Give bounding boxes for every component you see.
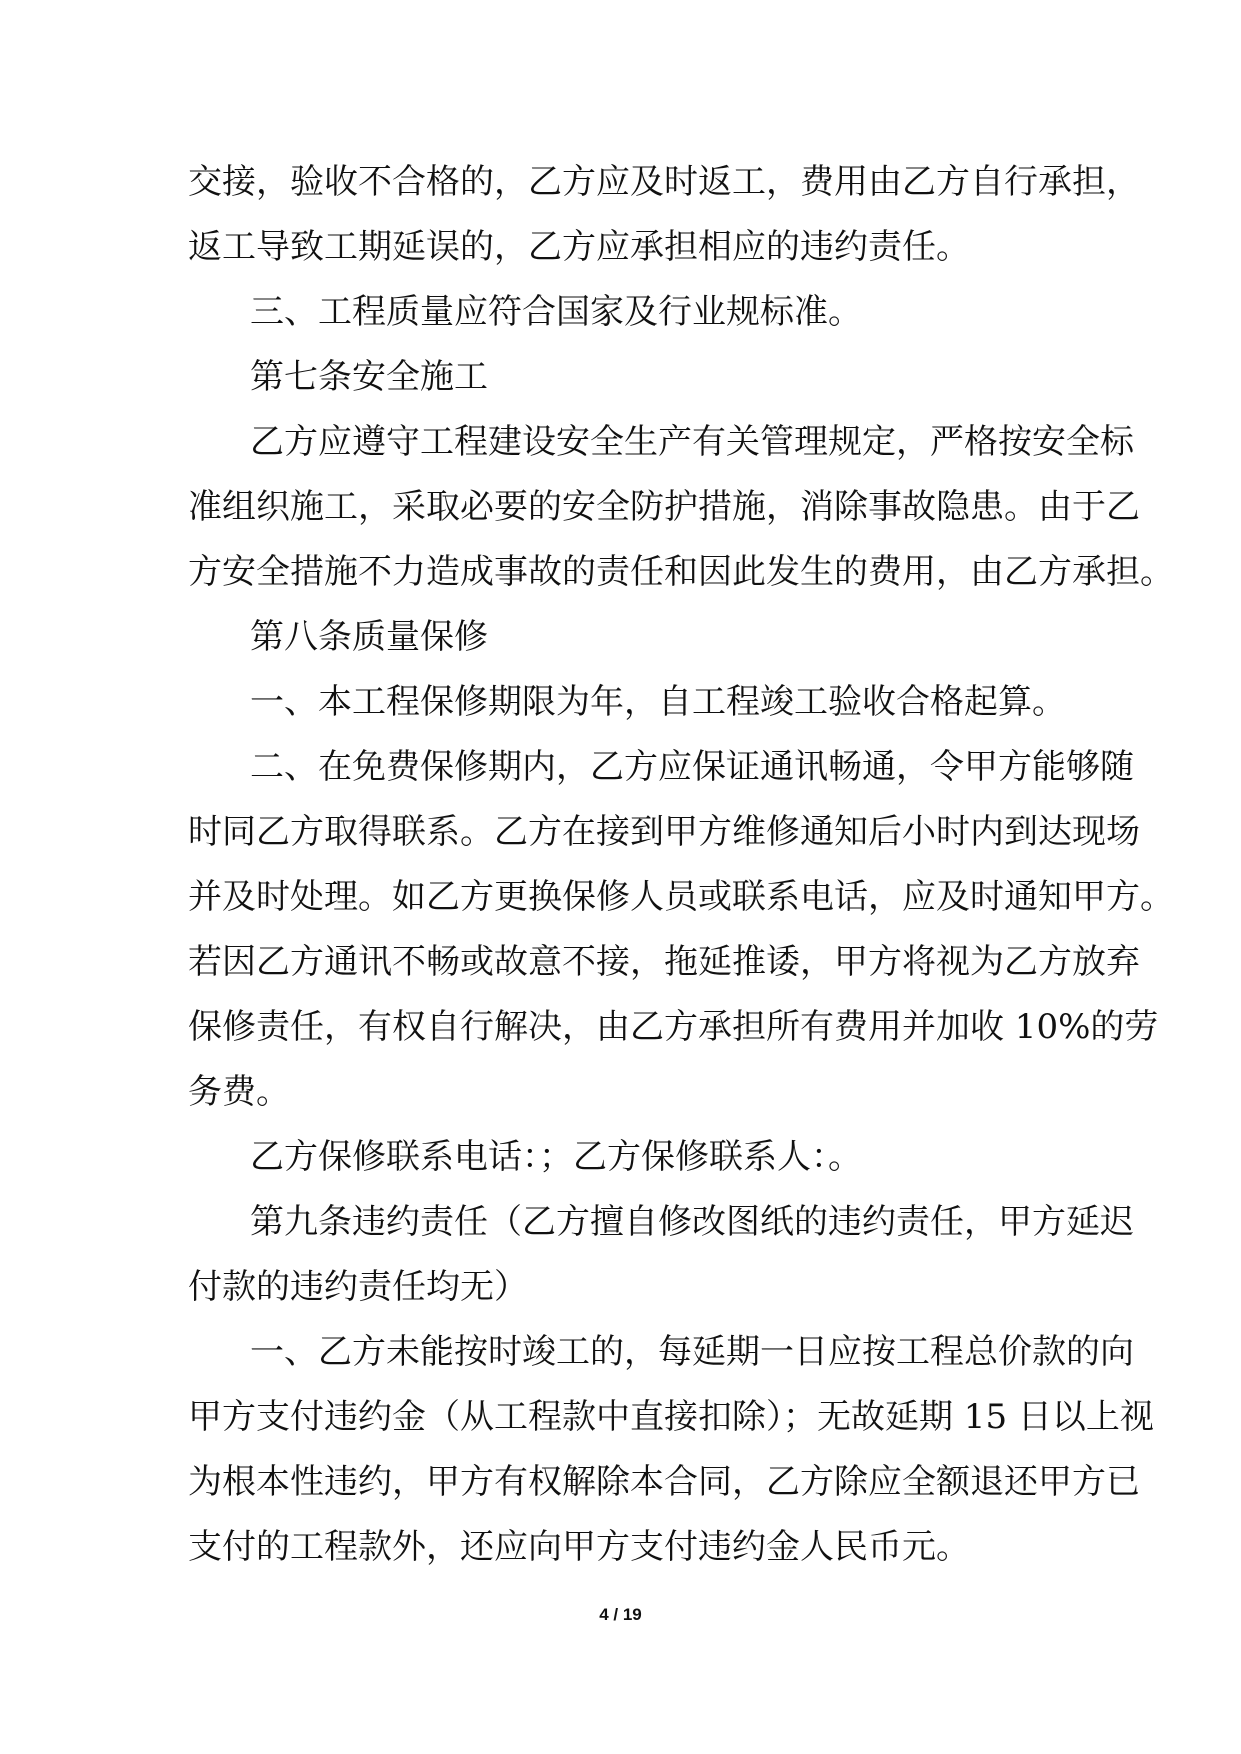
text-line-7: 方安全措施不力造成事故的责任和因此发生的费用，由乙方承担。: [188, 552, 1174, 592]
article-7-heading: 第七条安全施工: [250, 357, 488, 397]
text-line-12: 并及时处理。如乙方更换保修人员或联系电话，应及时通知甲方。: [188, 877, 1174, 917]
text-line-13: 若因乙方通讯不畅或故意不接，拖延推诿，甲方将视为乙方放弃: [188, 942, 1140, 982]
text-line-2: 返工导致工期延误的，乙方应承担相应的违约责任。: [188, 227, 970, 267]
text-line-6: 准组织施工，采取必要的安全防护措施，消除事故隐患。由于乙: [188, 487, 1140, 527]
text-line-19: 一、乙方未能按时竣工的，每延期一日应按工程总价款的向: [250, 1332, 1134, 1372]
article-8-heading: 第八条质量保修: [250, 617, 488, 657]
text-line-15: 务费。: [188, 1072, 290, 1112]
clause-quality-standard: 三、工程质量应符合国家及行业规标准。: [250, 292, 862, 332]
text-line-18: 付款的违约责任均无）: [188, 1267, 528, 1307]
text-line-1: 交接，验收不合格的，乙方应及时返工，费用由乙方自行承担，: [188, 162, 1140, 202]
text-line-10: 二、在免费保修期内，乙方应保证通讯畅通，令甲方能够随: [250, 747, 1134, 787]
warranty-contact-line: 乙方保修联系电话：；乙方保修联系人：。: [250, 1137, 862, 1177]
document-body: [188, 150, 1174, 1580]
page-number: 4 / 19: [599, 1605, 642, 1624]
text-line-22: 支付的工程款外，还应向甲方支付违约金人民币元。: [188, 1527, 970, 1567]
text-line-20: 甲方支付违约金（从工程款中直接扣除）；无故延期 15 日以上视: [188, 1397, 1154, 1437]
text-line-11: 时同乙方取得联系。乙方在接到甲方维修通知后小时内到达现场: [188, 812, 1140, 852]
text-line-14: 保修责任，有权自行解决，由乙方承担所有费用并加收 10%的劳: [188, 1007, 1159, 1047]
clause-warranty-period: 一、本工程保修期限为年，自工程竣工验收合格起算。: [250, 682, 1066, 722]
text-line-5: 乙方应遵守工程建设安全生产有关管理规定，严格按安全标: [250, 422, 1134, 462]
text-line-21: 为根本性违约，甲方有权解除本合同，乙方除应全额退还甲方已: [188, 1462, 1140, 1502]
article-9-heading: 第九条违约责任（乙方擅自修改图纸的违约责任，甲方延迟: [250, 1202, 1134, 1242]
